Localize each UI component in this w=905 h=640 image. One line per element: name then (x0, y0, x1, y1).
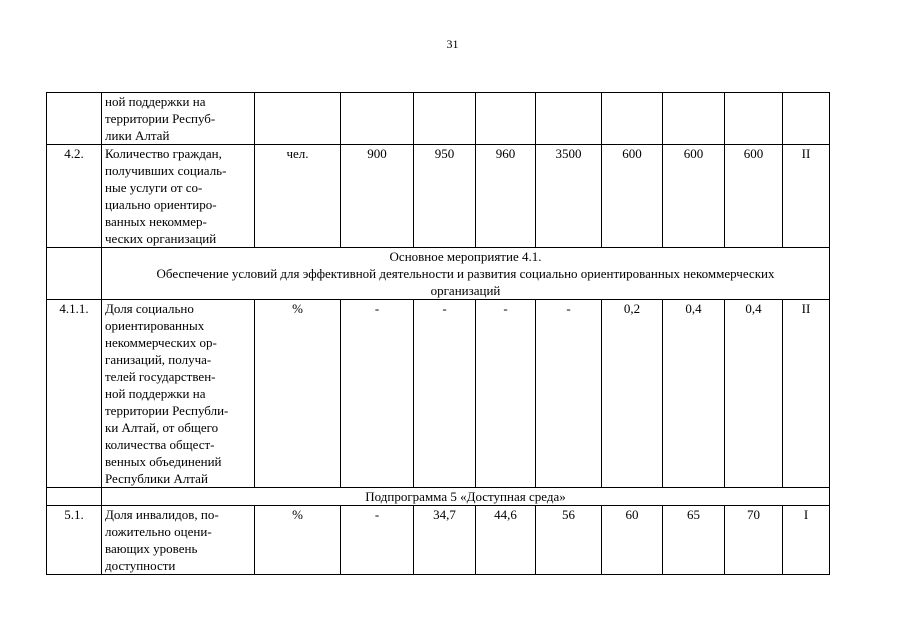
row-number (47, 93, 102, 145)
y6-cell: 0,4 (725, 300, 783, 488)
type-cell: I (783, 506, 830, 575)
table-row (47, 93, 830, 145)
indicator-name-line: ческих организаций (105, 231, 217, 246)
unit-cell: % (255, 506, 341, 575)
indicator-name-line: ориентированных (105, 318, 205, 333)
indicator-name-line: количества общест- (105, 437, 215, 452)
table-body (47, 93, 830, 575)
y2-cell: 44,6 (476, 506, 536, 575)
y4-cell (602, 93, 663, 145)
indicator-name-line: Доля социально (105, 301, 194, 316)
page-number: 31 (446, 37, 459, 51)
y3-cell: 56 (536, 506, 602, 575)
unit-cell (255, 93, 341, 145)
y3-cell: 3500 (536, 145, 602, 248)
indicator-name-line: ной поддержки на (105, 94, 206, 109)
section-title (102, 248, 830, 300)
y2-cell (476, 93, 536, 145)
indicator-name-line: ные услуги от со- (105, 180, 203, 195)
row-number: 4.2. (47, 145, 102, 248)
indicator-name (102, 93, 255, 145)
y3-cell (536, 93, 602, 145)
indicator-name-line: ванных некоммер- (105, 214, 207, 229)
y5-cell (663, 93, 725, 145)
type-cell (783, 93, 830, 145)
indicator-name-line: ложительно оцени- (105, 524, 212, 539)
y6-cell: 600 (725, 145, 783, 248)
indicator-name-line: некоммерческих ор- (105, 335, 217, 350)
section-title-line: Обеспечение условий для эффективной деятельности и развития социально ориентированных некоммерческих (156, 266, 775, 281)
indicator-name-line: доступности (105, 558, 176, 573)
type-cell: II (783, 300, 830, 488)
y1-cell: 34,7 (414, 506, 476, 575)
indicator-name-line: ки Алтай, от общего (105, 420, 219, 435)
indicators-table (46, 92, 830, 575)
unit-cell: чел. (255, 145, 341, 248)
y6-cell: 70 (725, 506, 783, 575)
section-num-cell (47, 488, 102, 506)
indicator-name-line: циально ориентиро- (105, 197, 217, 212)
y5-cell: 600 (663, 145, 725, 248)
indicator-name-line: территории Республи- (105, 403, 229, 418)
y2-cell: - (476, 300, 536, 488)
table-row (47, 300, 830, 488)
y1-cell: - (414, 300, 476, 488)
y4-cell: 60 (602, 506, 663, 575)
indicator-name-line: Республики Алтай (105, 471, 208, 486)
section-title (102, 488, 830, 506)
indicator-name-line: Количество граждан, (105, 146, 222, 161)
y4-cell: 600 (602, 145, 663, 248)
y5-cell: 65 (663, 506, 725, 575)
section-title-line: организаций (430, 283, 501, 298)
y1-cell (414, 93, 476, 145)
table-row (47, 145, 830, 248)
indicator-name-line: лики Алтай (105, 128, 170, 143)
section-row (47, 488, 830, 506)
type-cell: II (783, 145, 830, 248)
indicator-name (102, 300, 255, 488)
indicator-name-line: получивших социаль- (105, 163, 227, 178)
table-row (47, 506, 830, 575)
y3-cell: - (536, 300, 602, 488)
indicator-name (102, 145, 255, 248)
base-cell: 900 (341, 145, 414, 248)
y5-cell: 0,4 (663, 300, 725, 488)
base-cell (341, 93, 414, 145)
unit-cell: % (255, 300, 341, 488)
indicator-name-line: Доля инвалидов, по- (105, 507, 219, 522)
y2-cell: 960 (476, 145, 536, 248)
section-title-line: Подпрограмма 5 «Доступная среда» (365, 489, 566, 504)
indicator-name-line: ной поддержки на (105, 386, 206, 401)
y6-cell (725, 93, 783, 145)
indicator-name-line: территории Респуб- (105, 111, 216, 126)
base-cell: - (341, 506, 414, 575)
section-row (47, 248, 830, 300)
indicator-name-line: венных объединений (105, 454, 222, 469)
y1-cell: 950 (414, 145, 476, 248)
y4-cell: 0,2 (602, 300, 663, 488)
row-number: 5.1. (47, 506, 102, 575)
section-title-line: Основное мероприятие 4.1. (389, 249, 542, 264)
section-num-cell (47, 248, 102, 300)
indicator-name-line: ганизаций, получа- (105, 352, 212, 367)
indicator-name-line: вающих уровень (105, 541, 198, 556)
base-cell: - (341, 300, 414, 488)
row-number: 4.1.1. (47, 300, 102, 488)
indicator-name-line: телей государствен- (105, 369, 216, 384)
indicator-name (102, 506, 255, 575)
